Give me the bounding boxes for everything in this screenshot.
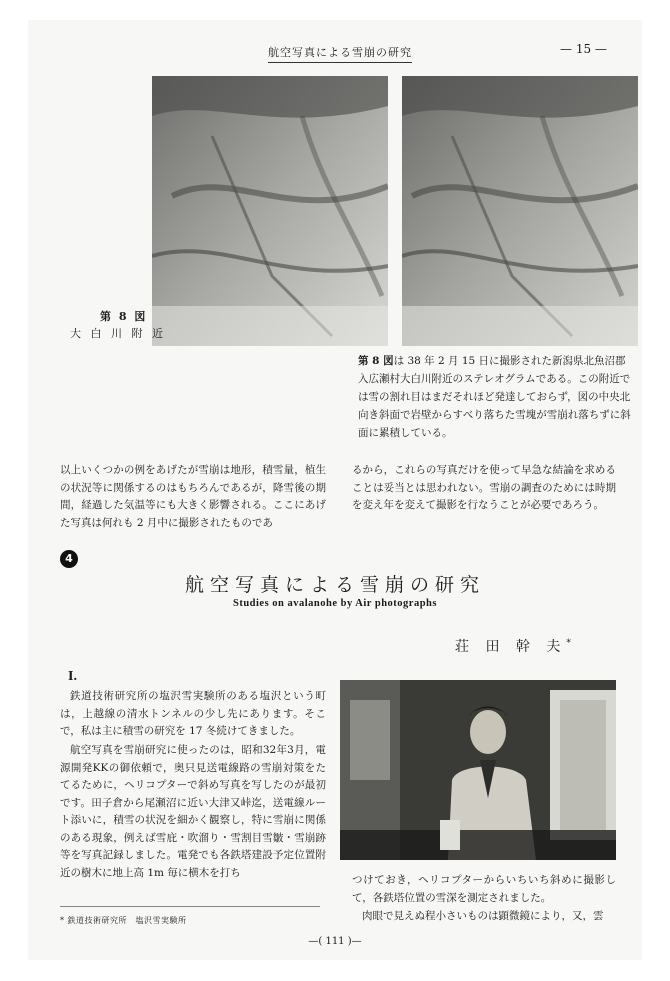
caption-lead: 第 8 図 — [358, 355, 394, 367]
author-photo — [340, 680, 616, 860]
section-number-badge: 4 — [60, 550, 78, 568]
section-heading: I. — [68, 669, 77, 684]
right-paragraph-2: 肉眼で見えぬ程小さいものは顕微鏡により，又，雲 — [362, 910, 604, 922]
footnote: * 鉄道技術研究所 塩沢雪実験所 — [60, 916, 187, 925]
author-name — [455, 636, 571, 656]
page-number: —( 111 )— — [308, 936, 362, 947]
paragraph-2: 航空写真を雪崩研究に使ったのは，昭和32年3月，電源開発KKの御依頼で，奥只見送電線路の雪崩対策をたてるために，ヘリコプターで斜め写真を写したのが最初です。田子倉から尾瀬沼に近い大津又峠迄，送電線ルート添いに，積雪の状況を細かく観察し，特に雪崩に関係のある現象，例えば雪庇・吹溜り・雪割目雪皺・雪崩跡等を写真記録しました。電発でも各鉄塔建設予定位置附近の樹木に地上高 1m 毎に横木を打ち — [60, 744, 326, 879]
intro-left-column: 以上いくつかの例をあげたが雪崩は地形，積雪量，植生の状況等に関係するのはもちろんであるが，降雪後の期間，経過した気温等にも大きく影響される。ここにあげた写真は何れも 2 月中に撮影されたものであ — [60, 464, 326, 529]
article-subtitle: Studies on avalanohe by Air photographs — [233, 598, 437, 609]
stereogram-left-photo — [152, 76, 388, 346]
right-paragraph-1: つけておき，ヘリコプターからいちいち斜めに撮影して，各鉄塔位置の雪深を測定されました。 — [352, 874, 616, 904]
intro-right-column: るから，これらの写真だけを使って早急な結論を求めることは妥当とは思われない。雪崩の調査のためには時期を変え年を変えて撮影を行なうことが必要であろう。 — [352, 464, 616, 511]
author-text: 荘 田 幹 夫 — [455, 639, 567, 655]
article-title: 航空写真による雪崩の研究 — [184, 574, 485, 596]
figure-label: 第 8 図 — [100, 310, 148, 323]
figure-place: 大 白 川 附 近 — [70, 327, 166, 340]
footnote-rule — [60, 906, 320, 907]
caption-text: は 38 年 2 月 15 日に撮影された新潟県北魚沼郡入広瀬村大白川附近のステレオグラムである。この附近では雪の割れ目はまだそれほど発達しておらず，図の中央北向き斜面で岩壁からすべり落ちた雪塊が雪崩れ落ちずに斜面に累積している。 — [358, 355, 631, 439]
folio-number: — 15 — — [560, 42, 607, 56]
author-footnote-mark: * — [566, 638, 571, 649]
stereogram-right-photo — [402, 76, 638, 346]
running-title: 航空写真による雪崩の研究 — [268, 44, 412, 63]
paragraph-1: 鉄道技術研究所の塩沢雪実験所のある塩沢という町は，上越線の清水トンネルの少し先にあります。そこで，私は主に積雪の研究を 17 冬続けてきました。 — [60, 690, 326, 737]
figure-caption — [358, 352, 634, 442]
